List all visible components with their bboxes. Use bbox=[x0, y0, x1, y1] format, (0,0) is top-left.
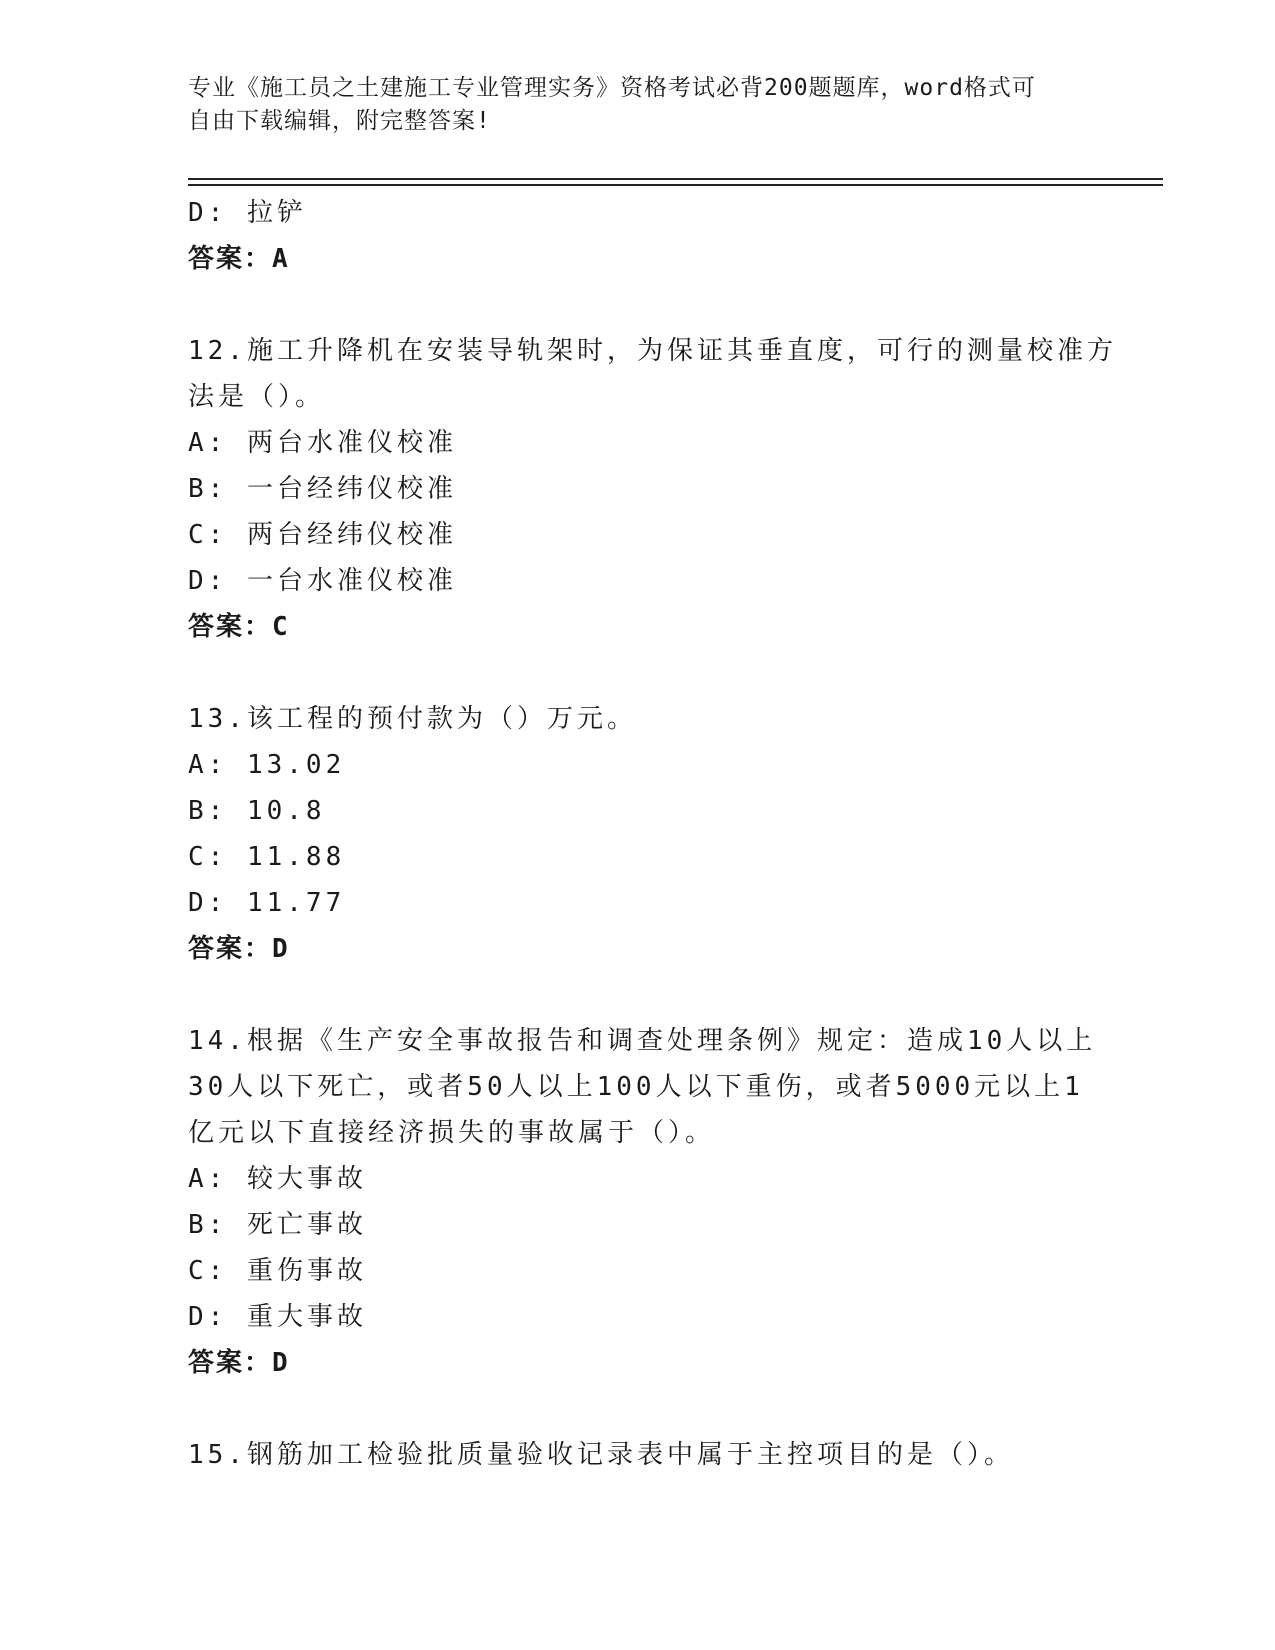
question-stem: 15.钢筋加工检验批质量验收记录表中属于主控项目的是（）。 bbox=[188, 1440, 1014, 1470]
question-content bbox=[188, 190, 1117, 1478]
header-divider-bottom bbox=[188, 184, 1163, 186]
option-d: D: 一台水准仪校准 bbox=[188, 566, 457, 596]
question-15 bbox=[188, 1432, 1088, 1478]
option-a: A: 较大事故 bbox=[188, 1164, 367, 1194]
header-divider-top bbox=[188, 178, 1163, 180]
header-line-1: 专业《施工员之土建施工专业管理实务》资格考试必背200题题库，word格式可 bbox=[188, 75, 1036, 101]
option-d: D: 重大事故 bbox=[188, 1302, 367, 1332]
document-header bbox=[188, 72, 1068, 138]
header-line-2: 自由下载编辑，附完整答案! bbox=[188, 108, 491, 134]
option-b: B: 一台经纬仪校准 bbox=[188, 474, 457, 504]
question-stem: 13.该工程的预付款为（）万元。 bbox=[188, 704, 637, 734]
question-13 bbox=[188, 696, 1088, 972]
option-c: C: 11.88 bbox=[188, 842, 346, 872]
question-stem: 12.施工升降机在安装导轨架时，为保证其垂直度，可行的测量校准方 bbox=[188, 336, 1117, 366]
answer: 答案：D bbox=[188, 1348, 290, 1378]
question-12 bbox=[188, 328, 1117, 650]
option-a: A: 13.02 bbox=[188, 750, 346, 780]
option-b: B: 10.8 bbox=[188, 796, 326, 826]
question-stem: 14.根据《生产安全事故报告和调查处理条例》规定：造成10人以上 bbox=[188, 1026, 1097, 1056]
question-14 bbox=[188, 1018, 1097, 1386]
option-c: C: 两台经纬仪校准 bbox=[188, 520, 457, 550]
option-d: D: 拉铲 bbox=[188, 198, 307, 228]
answer: 答案：D bbox=[188, 934, 290, 964]
question-stem: 30人以下死亡，或者50人以上100人以下重伤，或者5000元以上1 bbox=[188, 1072, 1084, 1102]
option-d: D: 11.77 bbox=[188, 888, 346, 918]
answer: 答案：A bbox=[188, 244, 290, 274]
answer: 答案：C bbox=[188, 612, 290, 642]
option-a: A: 两台水准仪校准 bbox=[188, 428, 457, 458]
previous-question-tail bbox=[188, 190, 1088, 282]
question-stem: 亿元以下直接经济损失的事故属于（）。 bbox=[188, 1118, 716, 1148]
option-c: C: 重伤事故 bbox=[188, 1256, 367, 1286]
question-stem: 法是（）。 bbox=[188, 382, 326, 412]
option-b: B: 死亡事故 bbox=[188, 1210, 367, 1240]
